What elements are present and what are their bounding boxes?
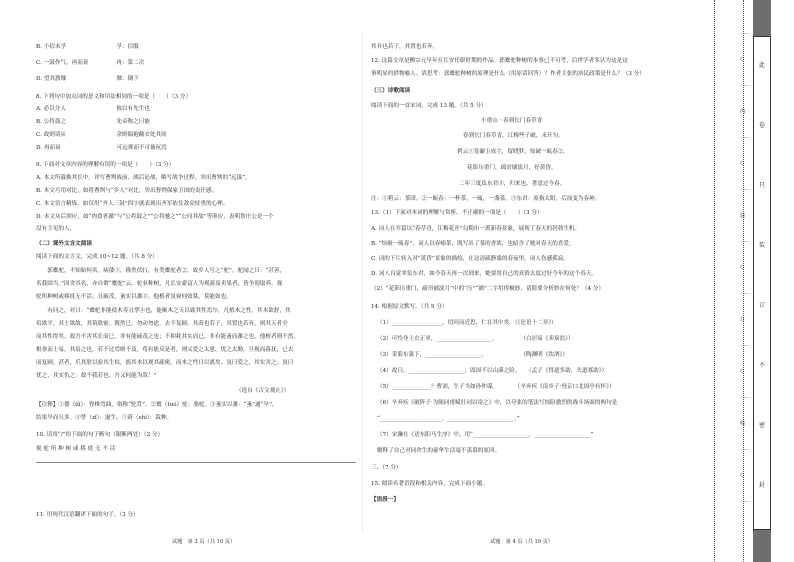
left-text-line: D. 望其旗靡 靡：倒下	[36, 76, 139, 82]
cut-line-char: ……	[740, 134, 750, 140]
left-text-line: （选自《古文观止》）	[236, 388, 290, 394]
answer-line-10	[36, 462, 356, 463]
right-text-line: “______________________，________________________。”	[377, 416, 520, 422]
left-text-line: 10. 请用“/”给下面的句子断句（限断两处）（2 分）	[36, 432, 164, 438]
cut-line-char: ○	[740, 472, 745, 478]
left-footer: 试题 第 3 页（共 10 页）	[172, 539, 236, 545]
right-text-line: 注：①碧云：茶团。②一瓯春：一杯茶，一瓯，一盏茶。③东君：原指太阳，后演变为春神。	[371, 196, 601, 202]
binding-box-char: 装	[759, 242, 766, 249]
left-text-line: 11. 用现代汉语翻译下面的句子。（3 分）	[36, 512, 139, 518]
right-text-line: （1）__________________，切问而近思，仁在其中矣。（《论语十二章》）	[377, 320, 557, 326]
binding-bar-bottom	[753, 530, 771, 562]
left-text-line: A. 本文所载换其长中，详写曹刿战前、战后论战，略写战争过程，突出曹刿的“远谋”。	[36, 175, 251, 181]
right-text-line: 二年三度负东君③，归来也，著意过今春。	[459, 181, 566, 187]
right-text-line: 其非也若子，其置也若弃。	[371, 44, 439, 50]
right-footer: 试题 第 4 页（共 10 页）	[490, 539, 554, 545]
right-text-line: A. 词人在开篇以“春草青，江梅花开”勾勒出一派新春景象，展现了春天的勃勃生机。	[371, 226, 581, 232]
cut-line-char: ……	[740, 82, 750, 88]
right-text-line: 花影压重门，疏帘铺淡月，好黄昏。	[467, 165, 557, 171]
right-text-line: 15. 阅读名著语段和相关内容，完成下面小题。	[371, 481, 488, 487]
cut-line-char: ……	[740, 30, 750, 36]
left-text-line: 郭橐驼，不知始何名。病偻①，隆然伏行，有类橐驼者②，故乡人号之“驼”。驼闻之曰：“甚善，	[36, 268, 286, 274]
cut-line-char: ○	[740, 368, 745, 374]
left-text-line: B. 小信未孚 孚：信服	[36, 44, 139, 50]
binding-box-char: 此	[759, 62, 766, 69]
right-text-line: 阅读下面的一首宋词，完成 13 题。（共 5 分）	[371, 103, 487, 109]
left-text-line: D. 再而衰 可远观而不可亵玩焉	[36, 145, 167, 151]
right-text-line: 12. 这篇文章是柳宗元早年在长安任职时期的作品。郭橐驼种树的本事已不可考，后世学者多认为这是这	[371, 58, 628, 64]
left-text-line: B. 公将鼓之 先帝称之曰能	[36, 119, 150, 125]
left-text-line: D. 本文从后照应，如“肉食者鄙”与“公将鼓之”“公将驰之”“公问其故”等照应，表明鲁庄公是一个	[36, 214, 274, 220]
cut-line-char: 线	[740, 421, 746, 427]
right-text-line: （三）诗歌阅读	[371, 88, 411, 94]
cut-line-char: ……	[740, 342, 750, 348]
left-text-line: 8. 下列句中加点词的意义和用法相同的一项是（ ）（3 分）	[36, 94, 192, 100]
right-text-line: 三、（7 分）	[371, 465, 402, 471]
left-text-line: 而复顾。甚者，爪其肤以验其生枯，摇其本以观其疏密，而木之性日以离矣。虽曰爱之，其实害之；虽曰	[36, 360, 294, 366]
left-text-line: 【注释】①偻（lǚ）：脊椎弯曲，俗称“驼背”。②橐（tuó）驼：骆驼。③蚤实以蕃：“蚤”通“早”，	[36, 402, 278, 408]
right-text-line: B. “惊破一瓯春”，词人以春喻茶，既写出了茶的香浓，也暗含了她对春天的喜爱。	[371, 241, 575, 247]
cut-line-char: ○	[740, 160, 745, 166]
left-text-line: （二）课外文言文阅读	[36, 241, 92, 247]
left-text-line: B. 本文巧用对比，如将曹刿与“乡人”对比，突出曹刿保家卫国的责任感。	[36, 188, 218, 194]
right-text-line: 解释了自己对同舍生的豪华生活毫不羡慕的原因。	[377, 448, 501, 454]
right-text-line: （5）______________？曹刘，生子当如孙仲谋。 （辛弃疾《南乡子·登京口北固亭有怀》）	[377, 384, 615, 390]
right-text-line: 小重山 · 春到长门春草青	[481, 118, 543, 124]
cut-line-char: ……	[740, 498, 750, 504]
cut-line-char: ……	[740, 290, 750, 296]
right-text-line: （2）可怜身上衣正单，____________________。 （白居易《卖炭翁》）	[377, 336, 574, 342]
cut-line-char: ……	[740, 446, 750, 452]
right-text-line: （2）“花影压重门，疏帘铺淡月”中的“压”“铺”二字用得极妙，请简要分析妙在何处？（4 分）	[371, 286, 605, 292]
column-divider	[362, 32, 363, 532]
left-text-line: 阅读下面的文言文，完成 10~12 题。（共 8 分）	[36, 254, 158, 260]
left-text-line: C. 一鼓作气，再而衰 再：第二次	[36, 60, 145, 66]
left-text-line: 名我固当。”因舍其名，亦自谓“橐驼”云。驼业种树，凡长安豪富人为观游及卖果者，皆争迎取养。视	[36, 281, 283, 287]
left-text-line: 有问之，对曰：“橐驼非能使木寿且孳④也，能顺木之天以致其性焉尔。凡植木之性，其本欲舒，其	[36, 308, 291, 314]
binding-box-char: 封	[759, 482, 766, 489]
left-text-line: 结果早而且多。④孳（zī）：滋生。⑤莳（shì）：栽种。	[36, 415, 173, 421]
cut-line-char: 订	[740, 317, 746, 323]
binding-box	[753, 36, 771, 530]
right-text-line: 事明显的借物喻人。请思考：郭橐驼种树的原理是什么（用原话回答）？作者主张的治民政策是什么？（3 分）	[371, 71, 645, 77]
right-text-line: 13.（1）下面对本词的理解与赏析，不正确的一项是（ ）（3 分）	[371, 210, 543, 216]
cut-line-char: ……	[740, 394, 750, 400]
cut-line-char: 装	[740, 213, 746, 219]
right-text-line: D. 词人自觉辜负东君，如今春天再一次到来，她要用自己的真情去度过好今年的这个春天。	[371, 271, 597, 277]
cut-line-char: ○	[740, 56, 745, 62]
left-text-line: 视 驼 所 种 树 或 移 徙 无 不 活	[36, 446, 116, 452]
right-text-line: （4）故曰，____________________，固国不以山溪之险。 （孟子《得道多助，失道寡助》）	[377, 368, 608, 374]
cut-line-char: ……	[740, 186, 750, 192]
right-text-line: 碧云①笼碾玉成尘，留晓梦，惊破一瓯春②。	[457, 149, 569, 155]
binding-box-char: 卷	[759, 122, 766, 129]
cut-line-char: 内	[740, 109, 746, 115]
right-text-line: C. 词的下片转入对“黄昏”景象的描绘，在这清疏静谧的春夜里，词人伤感孤寂。	[371, 256, 569, 262]
right-text-line: （3）采菊东篱下，____________________。 （陶渊明《饮酒》）	[377, 352, 568, 358]
right-text-line: 春到长门春草青，江梅些子破，未开匀。	[463, 133, 564, 139]
binding-box-char: 订	[759, 302, 766, 309]
left-text-line: C. 本文语言精炼，如仅用“齐人三鼓”四字就表现出齐军依仗敌众恃勇的心理。	[36, 201, 229, 207]
left-text-line: 驼所种树或移徙无不活；且硕茂，蚤实以蕃③。他植者虽窥伺效慕，莫能如也。	[36, 294, 232, 300]
left-text-line: 根拳而土易，其培之也，若不过焉则不及。苟有能反是者，则又爱之太恩，忧之太勤，旦视而暮抚，已去	[36, 347, 294, 353]
left-text-line: 忧之，其实仇之：故不我若也。吾又何能为哉！”	[36, 373, 157, 379]
left-text-line: 而其性得矣。故吾不害其长而已，非有能硕茂之也；不抑耗其实而已，非有能蚤而蕃之也。他植者则不然，	[36, 334, 299, 340]
cut-line-char: ……	[740, 238, 750, 244]
binding-box-char: 只	[759, 182, 766, 189]
right-text-line: 14. 根据原文默写。（共 9 分）	[371, 304, 448, 310]
binding-bar-top	[753, 0, 771, 36]
left-text-line: 9. 下面对文章内容的理解有误的一项是（ ）（3 分）	[36, 162, 175, 168]
right-text-line: （7）宋濂在《送东阳马生序》中，用“____________________，____________________”	[377, 432, 594, 438]
left-text-line: 培欲平，其土欲故，其筑欲密。既然已，勿动勿虑，去不复顾。其莳也若子，其置也若弃，则其天者全	[36, 321, 288, 327]
cut-line-outer	[714, 0, 715, 562]
left-text-line: 没有主见的人。	[36, 226, 76, 232]
left-text-line: C. 故则请从 余则缊袍敝衣处其间	[36, 132, 167, 138]
binding-box-char: 密	[759, 422, 766, 429]
right-text-line: 【语段一】	[371, 497, 399, 503]
cut-line-char: ○	[740, 264, 745, 270]
binding-box-char: 不	[759, 362, 766, 369]
right-text-line: （6）辛弃疾《破阵子·为陈同甫赋壮词以寄之》中，以夸张的笔法写惊险激烈的战斗场面的两句是	[377, 400, 618, 406]
left-text-line: A. 必以分人 彼以有先生也	[36, 106, 150, 112]
